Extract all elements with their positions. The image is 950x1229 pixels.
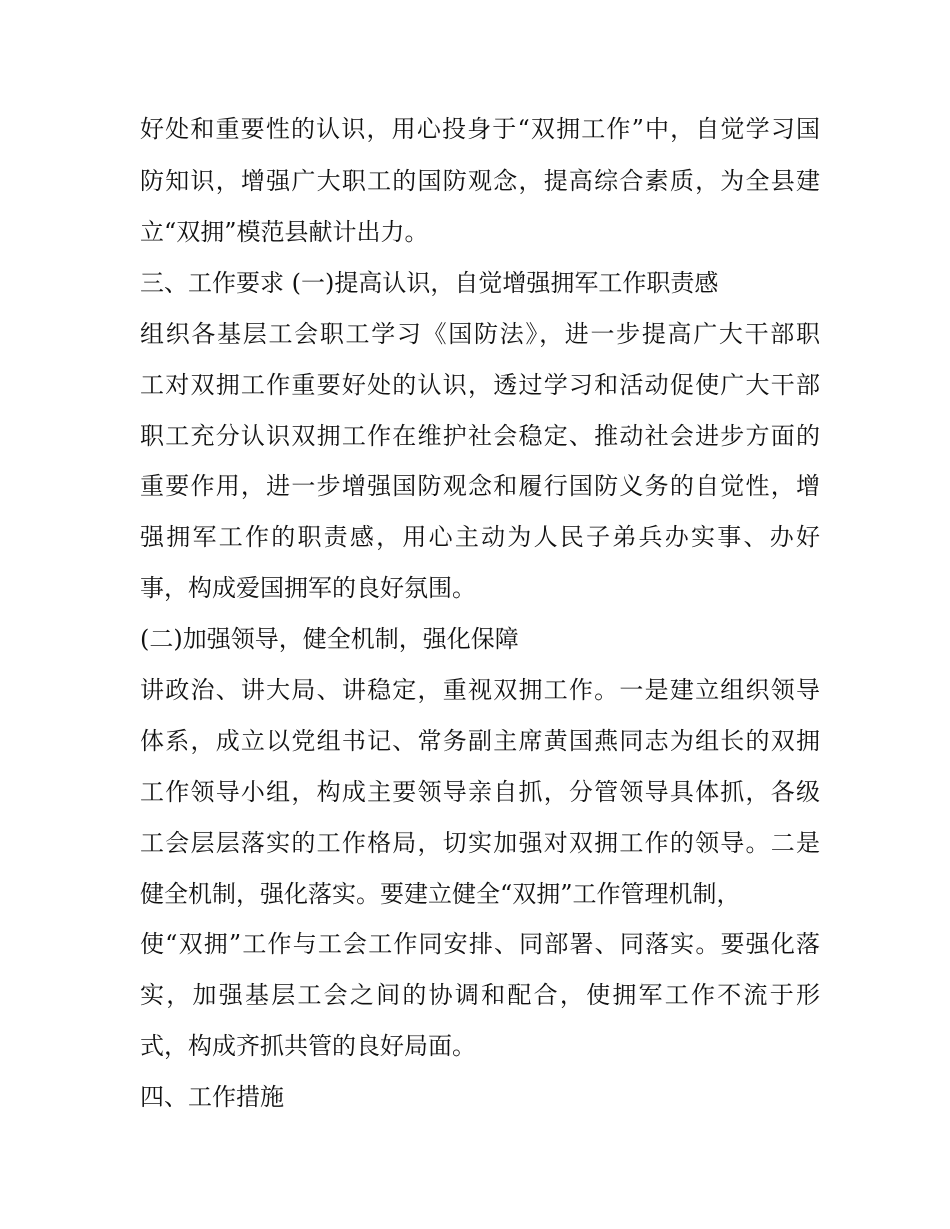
text-line: 工对双拥工作重要好处的认识，透过学习和活动促使广大干部: [140, 371, 820, 399]
text-line: 好处和重要性的认识，用心投身于“双拥工作”中，自觉学习国: [140, 115, 820, 143]
text-line: 讲政治、讲大局、讲稳定，重视双拥工作。一是建立组织领导: [140, 676, 820, 704]
text-line: 式，构成齐抓共管的良好局面。: [140, 1032, 476, 1060]
text-line: 工作领导小组，构成主要领导亲自抓，分管领导具体抓，各级: [140, 778, 820, 806]
text-line: 重要作用，进一步增强国防观念和履行国防义务的自觉性，增: [140, 472, 820, 500]
section-heading: 三、工作要求 (一)提高认识，自觉增强拥军工作职责感: [140, 269, 719, 297]
text-line: 防知识，增强广大职工的国防观念，提高综合素质，为全县建: [140, 167, 820, 195]
text-line: 健全机制，强化落实。要建立健全“双拥”工作管理机制，: [140, 880, 741, 908]
text-line: 工会层层落实的工作格局，切实加强对双拥工作的领导。二是: [140, 829, 820, 857]
text-line: 实，加强基层工会之间的协调和配合，使拥军工作不流于形: [140, 981, 820, 1009]
text-line: 体系，成立以党组书记、常务副主席黄国燕同志为组长的双拥: [140, 727, 820, 755]
section-heading: 四、工作措施: [140, 1083, 284, 1111]
text-line: 立“双拥”模范县献计出力。: [140, 218, 429, 246]
text-line: 职工充分认识双拥工作在维护社会稳定、推动社会进步方面的: [140, 422, 820, 450]
text-line: 组织各基层工会职工学习《国防法》，进一步提高广大干部职: [140, 320, 820, 348]
subsection-heading: (二)加强领导，健全机制，强化保障: [140, 625, 519, 653]
text-line: 使“双拥”工作与工会工作同安排、同部署、同落实。要强化落: [140, 930, 820, 958]
text-line: 强拥军工作的职责感，用心主动为人民子弟兵办实事、办好: [140, 523, 820, 551]
text-line: 事，构成爱国拥军的良好氛围。: [140, 574, 476, 602]
